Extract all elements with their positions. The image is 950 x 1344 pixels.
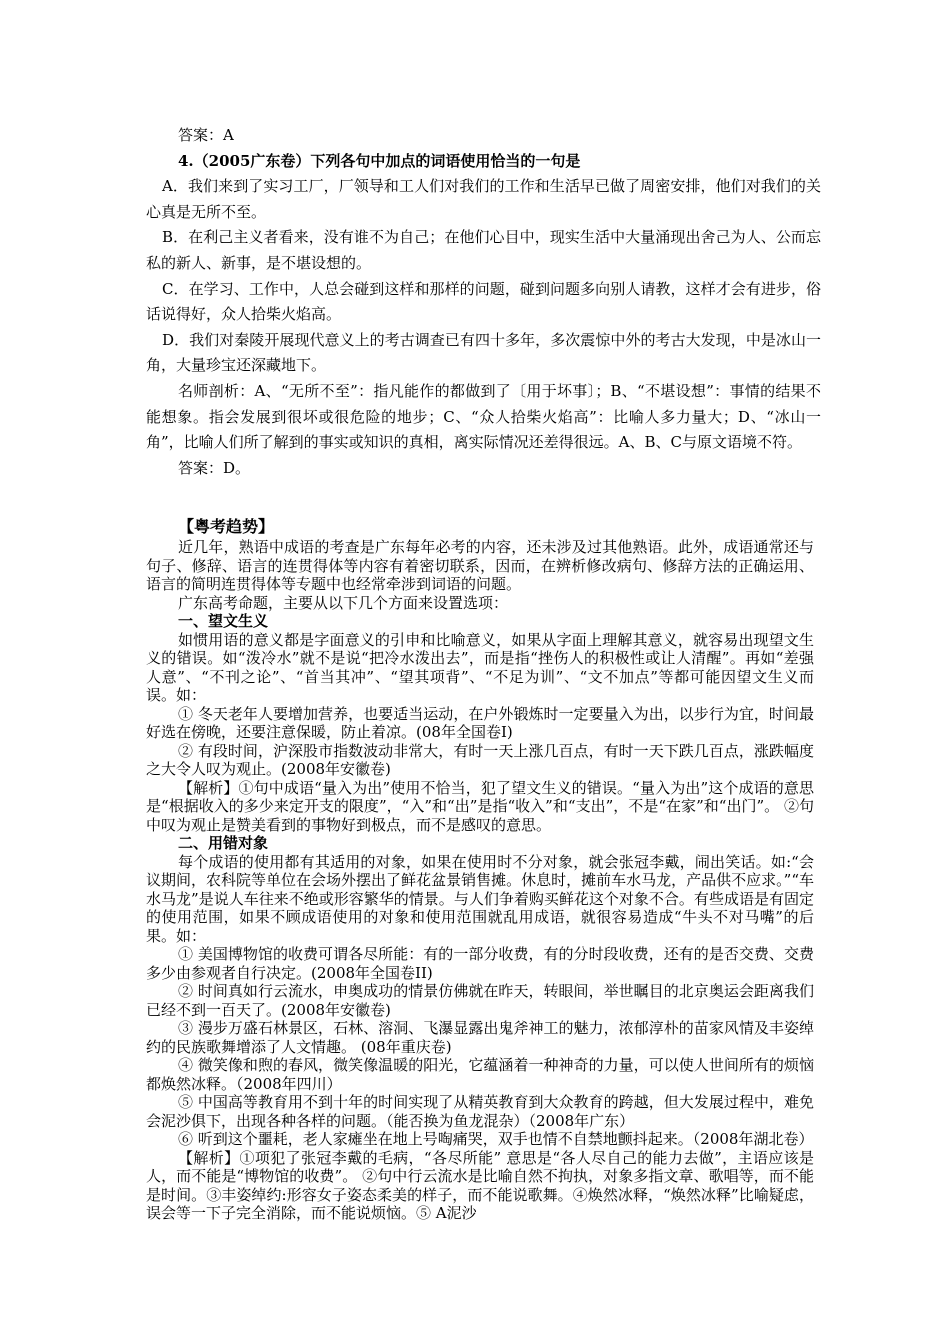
answer-line-2: 答案：D。: [178, 458, 251, 477]
question-title: 4.（2005广东卷）下列各句中加点的词语使用恰当的一句是: [178, 151, 581, 170]
question-section: [146, 123, 821, 481]
subsection-title: 一、望文生义: [178, 612, 269, 630]
paragraph: 如惯用语的意义都是字面意义的引申和比喻意义，如果从字面上理解其意义，就容易出现望文生义的错误。如“泼冷水”就不是说“把冷水泼出去”，而是指“挫伤人的积极性或让人清醒”。再如“差强人意”、“不刊之论”、“首当其冲”、“望其项背”、“不足为训”、“文不加点”等都可能因望文生义而误。如：: [146, 630, 814, 704]
option-a: A．我们来到了实习工厂，厂领导和工人们对我们的工作和生活早已做了周密安排，他们对我们的关心真是无所不至。: [146, 177, 821, 221]
option-c: C．在学习、工作中，人总会碰到这样和那样的问题，碰到问题多向别人请教，这样才会有进步，俗话说得好，众人拾柴火焰高。: [146, 279, 821, 324]
section-heading: 【粤考趋势】: [178, 517, 275, 536]
paragraph: 广东高考命题，主要从以下几个方面来设置选项：: [178, 593, 509, 612]
analysis-paragraph: 【解析】①句中成语“量入为出”使用不恰当，犯了望文生义的错误。“量入为出”这个成语的意思是“根据收入的多少来定开支的限度”，“入”和“出”是指“收入”和“支出”，不是“在家”和“出门”。 ②句中叹为观止是赞美看到的事物好到极点，而不是感叹的意思。: [146, 778, 814, 834]
paragraph: 近几年，熟语中成语的考查是广东每年必考的内容，还未涉及过其他熟语。此外，成语通常还与句子、修辞、语言的连贯得体等内容有着密切联系，因而，在辨析修改病句、修辞方法的正确运用、语言的简明连贯得体等专题中也经常牵涉到词语的问题。: [146, 538, 814, 593]
example-item: ② 有段时间，沪深股市指数波动非常大，有时一天上涨几百点，有时一天下跌几百点，涨跌幅度之大令人叹为观止。(2008年安徽卷): [146, 741, 814, 778]
trend-section: [146, 516, 814, 1223]
teacher-analysis: 名师剖析：A、“无所不至”：指凡能作的都做到了〔用于坏事〕；B、“不堪设想”：事情的结果不能想象。指会发展到很坏或很危险的地步；C、“众人拾柴火焰高”：比喻人多力量大；D、“冰山一角”，比喻人们所了解到的事实或知识的真相，离实际情况还差得很远。A、B、C与原文语境不符。: [146, 381, 821, 452]
answer-line: 答案：A: [178, 126, 234, 144]
subsection-title: 二、用错对象: [178, 834, 269, 852]
example-item: ① 美国博物馆的收费可谓各尽所能：有的一部分收费，有的分时段收费，还有的是否交费、交费多少由参观者自行决定。(2008年全国卷II): [146, 945, 814, 982]
analysis-paragraph: 【解析】①项犯了张冠李戴的毛病，“各尽所能” 意思是“各人尽自己的能力去做”，主语应该是人，而不能是“博物馆的收费”。 ②句中行云流水是比喻自然不拘执，对象多指文章、歌唱等，而不能是时间。③丰姿绰约:形容女子姿态柔美的样子，而不能说歌舞。④焕然冰释，“焕然冰释”比喻疑虑，误会等一下子完全消除，而不能说烦恼。⑤ A泥沙: [146, 1148, 814, 1222]
example-item: ① 冬天老年人要增加营养，也要适当运动，在户外锻炼时一定要量入为出，以步行为宜，时间最好选在傍晚，还要注意保暖，防止着凉。(08年全国卷Ⅰ): [146, 704, 814, 741]
option-b: B．在利己主义者看来，没有谁不为自己；在他们心目中，现实生活中大量涌现出舍己为人、公而忘私的新人、新事，是不堪设想的。: [146, 228, 821, 272]
example-item: ⑥ 听到这个噩耗，老人家瘫坐在地上号啕痛哭，双手也情不自禁地颤抖起来。（2008年湖北卷）: [178, 1130, 814, 1148]
example-item: ③ 漫步万盛石林景区，石林、溶洞、飞瀑显露出鬼斧神工的魅力，浓郁淳朴的苗家风情及丰姿绰约的民族歌舞增添了人文情趣。 (08年重庆卷): [146, 1019, 814, 1056]
example-item: ④ 微笑像和煦的春风，微笑像温暖的阳光，它蕴涵着一种神奇的力量，可以使人世间所有的烦恼都焕然冰释。（2008年四川）: [146, 1056, 814, 1093]
paragraph: 每个成语的使用都有其适用的对象，如果在使用时不分对象，就会张冠李戴，闹出笑话。如:“会议期间，农科院等单位在会场外摆出了鲜花盆景销售摊。休息时，摊前车水马龙，产品供不应求。”“车水马龙”是说人车往来不绝或形容繁华的情景。与人们争着购买鲜花这个对象不合。有些成语是有固定的使用范围，如果不顾成语使用的对象和使用范围就乱用成语，就很容易造成“牛头不对马嘴”的后果。如：: [146, 852, 814, 945]
option-d: D．我们对秦陵开展现代意义上的考古调查已有四十多年，多次震惊中外的考古大发现，中是冰山一角，大量珍宝还深藏地下。: [146, 330, 821, 375]
example-item: ⑤ 中国高等教育用不到十年的时间实现了从精英教育到大众教育的跨越，但大发展过程中，难免会泥沙俱下，出现各种各样的问题。（能否换为鱼龙混杂）（2008年广东）: [146, 1093, 814, 1130]
example-item: ② 时间真如行云流水，申奥成功的情景仿佛就在昨天，转眼间，举世瞩目的北京奥运会距离我们已经不到一百天了。(2008年安徽卷): [146, 982, 814, 1019]
